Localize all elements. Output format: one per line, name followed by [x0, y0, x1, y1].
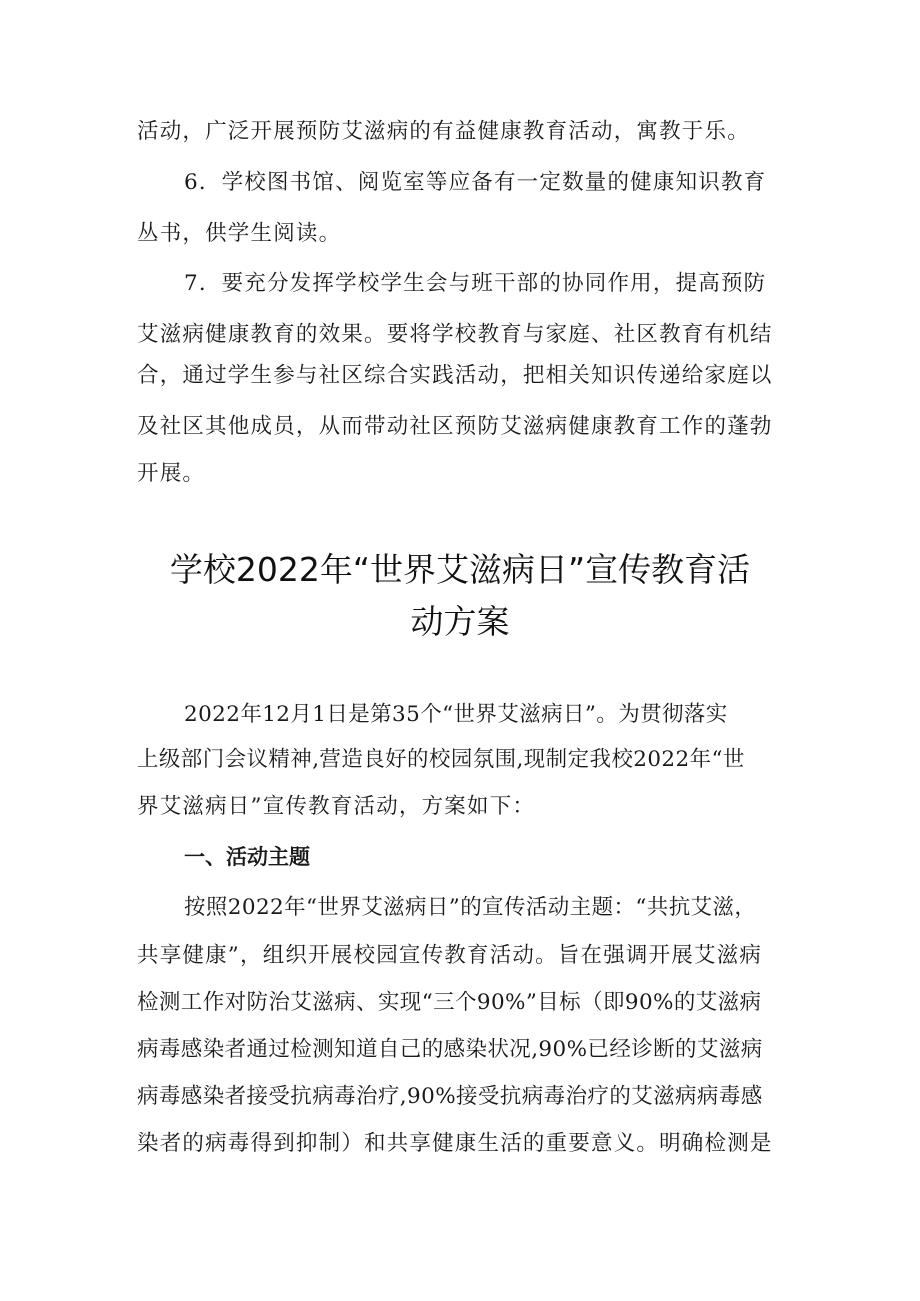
intro-line: 上级部门会议精神,营造良好的校园氛围,现制定我校2022年“世: [137, 747, 745, 772]
item-6-line: 丛书，供学生阅读。: [137, 221, 342, 246]
section-body-line: 病毒感染者接受抗病毒治疗,90%接受抗病毒治疗的艾滋病病毒感: [137, 1084, 763, 1109]
item-7-line: 7．要充分发挥学校学生会与班干部的协同作用，提高预防: [184, 271, 767, 296]
section-body-line: 病毒感染者通过检测知道自己的感染状况,90%已经诊断的艾滋病: [137, 1037, 763, 1062]
item-7-line: 艾滋病健康教育的效果。要将学校教育与家庭、社区教育有机结: [137, 322, 773, 347]
section-body-line: 检测工作对防治艾滋病、实现“三个90%”目标（即90%的艾滋病: [137, 990, 762, 1015]
item-7-line: 开展。: [137, 461, 206, 486]
item-7-line: 及社区其他成员，从而带动社区预防艾滋病健康教育工作的蓬勃: [137, 414, 773, 439]
intro-line: 2022年12月1日是第35个“世界艾滋病日”。为贯彻落实: [184, 702, 728, 727]
section-body-line: 按照2022年“世界艾滋病日”的宣传活动主题：“共抗艾滋，: [184, 895, 757, 920]
section-heading: 一、活动主题: [184, 845, 310, 869]
item-7-line: 合，通过学生参与社区综合实践活动，把相关知识传递给家庭以: [137, 363, 773, 388]
section-body-line: 染者的病毒得到抑制）和共享健康生活的重要意义。明确检测是: [137, 1131, 773, 1156]
paragraph-line: 活动，广泛开展预防艾滋病的有益健康教育活动，寓教于乐。: [137, 119, 750, 144]
item-6-line: 6．学校图书馆、阅览室等应备有一定数量的健康知识教育: [184, 170, 767, 195]
document-title: 学校2022年“世界艾滋病日”宣传教育活: [169, 550, 751, 589]
intro-line: 界艾滋病日”宣传教育活动，方案如下：: [137, 794, 536, 819]
document-title: 动方案: [410, 602, 510, 641]
section-body-line: 共享健康”，组织开展校园宣传教育活动。旨在强调开展艾滋病: [137, 943, 763, 968]
